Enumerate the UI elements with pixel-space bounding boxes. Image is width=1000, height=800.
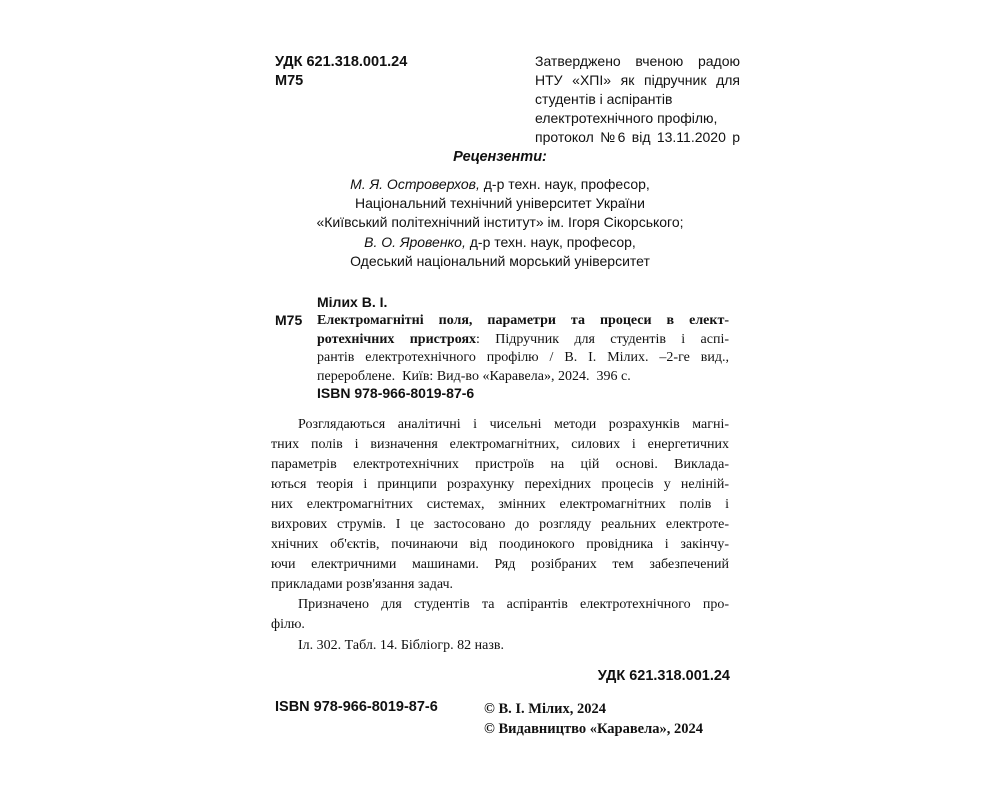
approval-line: студентів і аспірантів [535,91,673,107]
udk-header [275,53,407,91]
reviewer-1 [0,175,1000,232]
copyright-author: © В. І. Мілих, 2024 [484,701,606,717]
reviewers-heading: Рецензенти: [453,149,547,165]
approval-line: НТУ «ХПІ» як підручник для [535,72,740,88]
reviewer-1-org: Національний технічний університет України [355,195,645,211]
abstract-line: Розглядаються аналітичні і чисельні методи розрахунків магні- [298,417,729,432]
abstract-line: ються теорія і принципи розрахунку перехідних процесів у неліній- [271,477,729,492]
catalog-line [317,331,729,350]
abstract-line: параметрів електротехнічних пристроїв на цій основі. Виклада- [271,457,729,472]
approval-note [535,52,740,147]
illustration-info: Іл. 302. Табл. 14. Бібліогр. 82 назв. [298,638,504,653]
abstract-line: Призначено для студентів та аспірантів електротехнічного про- [298,597,729,612]
copyright [484,699,703,739]
abstract-line: хнічних об'єктів, починаючи від поодинокого провідника і закінчу- [271,537,729,552]
catalog-subtitle: : Підручник для студентів і аспі- [476,331,729,347]
catalog-isbn: ISBN 978-966-8019-87-6 [317,385,475,401]
abstract-line: ючи електричними машинами. Ряд розібраних тем забезпечений [271,557,729,572]
reviewer-2-org: Одеський національний морський університет [350,253,650,269]
abstract-line: філю. [271,617,305,632]
catalog-line: рантів електротехнічного профілю / В. І. Мілих. –2-ге вид., [317,350,729,365]
abstract-line: них електромагнітних системах, змінних електромагнітних полів і [271,497,729,512]
abstract-line: вихрових струмів. І це застосовано до розгляду реальних електроте- [271,517,729,532]
abstract [271,415,729,635]
reviewer-1-line [0,175,1000,194]
reviewer-1-name: М. Я. Островерхов, [350,176,480,192]
abstract-line: прикладами розв'язання задач. [271,577,454,592]
copyright-publisher: © Видавництво «Каравела», 2024 [484,721,703,737]
isbn-footer: ISBN 978-966-8019-87-6 [275,699,438,715]
udk-code: УДК 621.318.001.24 [275,54,408,70]
approval-line: електротехнічного профілю, [535,110,718,126]
approval-line: протокол №6 від 13.11.2020 р [535,129,740,145]
catalog-index: М75 [275,73,304,89]
catalog-entry [317,312,729,386]
udk-footer: УДК 621.318.001.24 [597,668,730,684]
abstract-line: тних полів і визначення електромагнітних, силових і енергетичних [271,437,729,452]
reviewer-2-line [0,233,1000,252]
reviewer-2 [0,233,1000,271]
reviewer-2-degree: д-р техн. наук, професор, [465,234,636,250]
approval-line: Затверджено вченою радою [535,53,740,69]
catalog-title: Електромагнітні поля, параметри та процеси в елект- [317,313,729,328]
catalog-title-end: ротехнічних пристроях [317,331,477,347]
catalog-line: перероблене. Київ: Вид-во «Каравела», 2024. 396 с. [317,368,631,384]
reviewer-2-name: В. О. Яровенко, [364,234,466,250]
catalog-author: Мілих В. І. [317,294,388,310]
reviewer-1-degree: д-р техн. наук, професор, [479,176,650,192]
reviewer-1-org: «Київський політехнічний інститут» ім. Ігоря Сікорського; [316,214,684,230]
catalog-code: М75 [275,312,303,328]
